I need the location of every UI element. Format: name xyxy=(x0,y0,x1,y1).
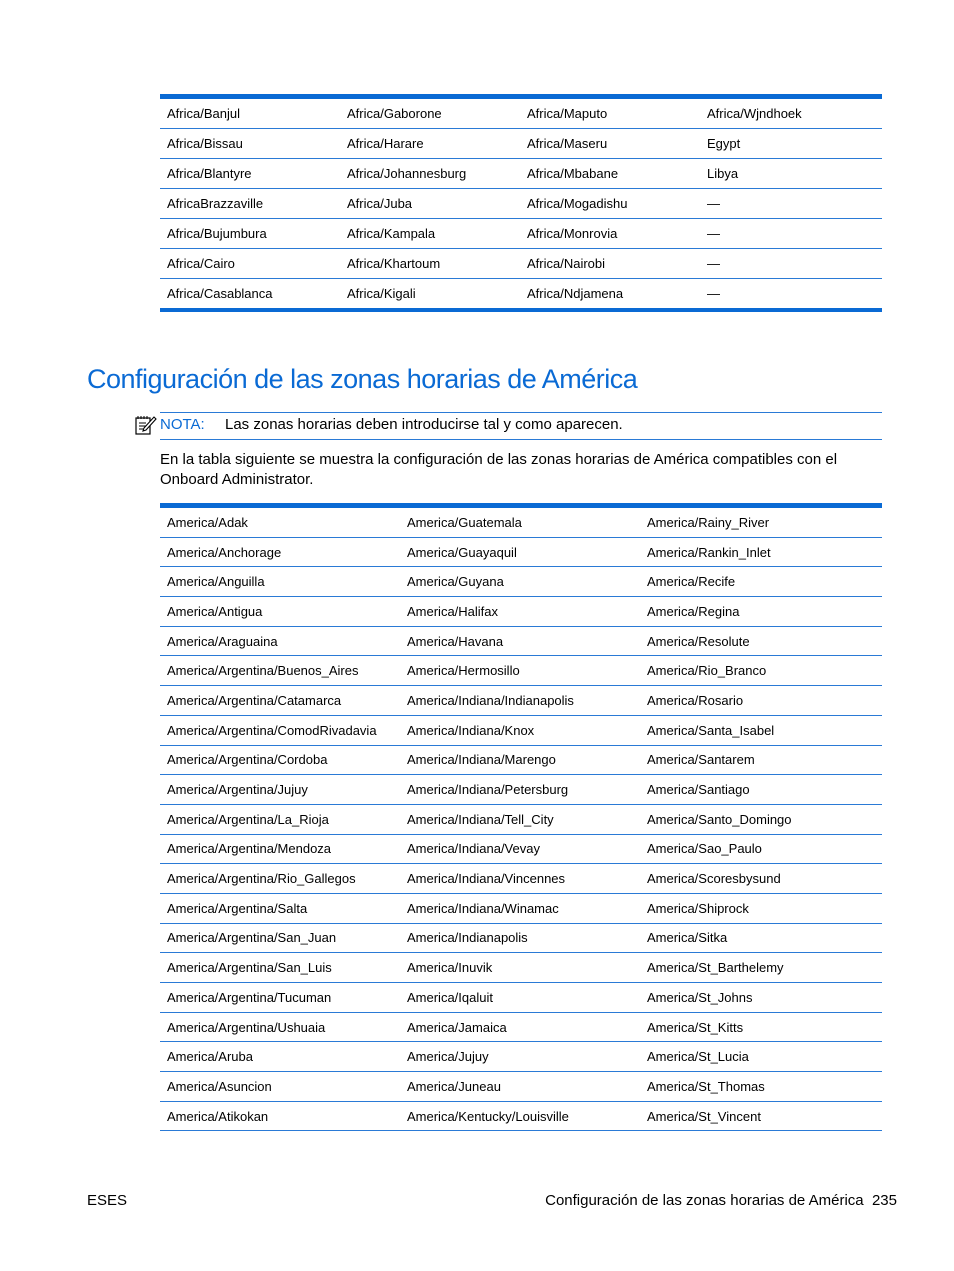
table-cell: America/Argentina/Jujuy xyxy=(160,775,400,805)
table-cell: America/Antigua xyxy=(160,597,400,627)
table-cell: Africa/Bissau xyxy=(160,129,340,159)
table-cell: Africa/Monrovia xyxy=(520,219,700,249)
table-cell: America/Argentina/Catamarca xyxy=(160,686,400,716)
table-cell: America/Halifax xyxy=(400,597,640,627)
table-cell: Africa/Wjndhoek xyxy=(700,97,882,129)
table-cell: America/Santa_Isabel xyxy=(640,715,882,745)
table-cell: — xyxy=(700,219,882,249)
table-row xyxy=(160,834,882,864)
table-cell: Africa/Cairo xyxy=(160,249,340,279)
table-row xyxy=(160,1042,882,1072)
table-cell: America/Argentina/Rio_Gallegos xyxy=(160,864,400,894)
table-cell: America/Indiana/Indianapolis xyxy=(400,686,640,716)
table-row xyxy=(160,686,882,716)
table-cell: America/Argentina/Ushuaia xyxy=(160,1012,400,1042)
table-cell: America/Aruba xyxy=(160,1042,400,1072)
table-cell: America/Argentina/Mendoza xyxy=(160,834,400,864)
table-cell: America/St_Barthelemy xyxy=(640,953,882,983)
table-row xyxy=(160,219,882,249)
table-cell: America/Indianapolis xyxy=(400,923,640,953)
table-cell: Africa/Johannesburg xyxy=(340,159,520,189)
table-cell: America/Scoresbysund xyxy=(640,864,882,894)
table-cell: — xyxy=(707,286,720,301)
note-label: NOTA: xyxy=(160,416,205,433)
table-cell: Africa/Harare xyxy=(340,129,520,159)
table-cell: — xyxy=(700,249,882,279)
footer-page-number: 235 xyxy=(871,1192,897,1209)
table-cell: America/St_Lucia xyxy=(640,1042,882,1072)
note-top-rule xyxy=(160,412,882,413)
table-row xyxy=(160,506,882,538)
table-row xyxy=(160,597,882,627)
table-row xyxy=(160,129,882,159)
table-cell: Africa/Kampala xyxy=(340,219,520,249)
table-cell: America/Argentina/Buenos_Aires xyxy=(160,656,400,686)
table-cell: America/Argentina/La_Rioja xyxy=(160,804,400,834)
table-cell: America/Jamaica xyxy=(400,1012,640,1042)
table-cell: America/Atikokan xyxy=(160,1101,400,1131)
table-cell: Egypt xyxy=(700,129,882,159)
table-cell: America/Santo_Domingo xyxy=(640,804,882,834)
table-cell: America/Sao_Paulo xyxy=(640,834,882,864)
table-cell: America/Resolute xyxy=(640,626,882,656)
table-row xyxy=(160,745,882,775)
table-cell: Africa/Mogadishu xyxy=(520,189,700,219)
table-cell: America/Recife xyxy=(640,567,882,597)
table-cell: Libya xyxy=(700,159,882,189)
america-table-body xyxy=(160,506,882,1131)
table-cell: Africa/Ndjamena xyxy=(527,286,624,301)
table-row xyxy=(160,279,882,311)
footer-section-title: Configuración de las zonas horarias de América xyxy=(545,1192,864,1209)
table-cell: AfricaBrazzaville xyxy=(160,189,340,219)
table-cell: — xyxy=(700,189,882,219)
table-cell: America/Guayaquil xyxy=(400,537,640,567)
table-row xyxy=(160,97,882,129)
table-row xyxy=(160,189,882,219)
table-cell: America/Regina xyxy=(640,597,882,627)
table-cell: America/Rainy_River xyxy=(640,506,882,538)
africa-timezone-table xyxy=(160,94,882,312)
table-cell: Africa/Kigali xyxy=(347,286,416,301)
table-cell: Africa/Maputo xyxy=(520,97,700,129)
footer-locale: ESES xyxy=(87,1192,128,1209)
table-cell: America/Argentina/Salta xyxy=(160,893,400,923)
table-cell: America/Juneau xyxy=(400,1072,640,1102)
table-cell: Africa/Banjul xyxy=(160,97,340,129)
table-row xyxy=(160,159,882,189)
table-cell: America/Jujuy xyxy=(400,1042,640,1072)
table-cell: America/Santarem xyxy=(640,745,882,775)
africa-table-body xyxy=(160,97,882,311)
table-cell: America/Hermosillo xyxy=(400,656,640,686)
table-cell: America/Argentina/Cordoba xyxy=(160,745,400,775)
table-cell: America/Kentucky/Louisville xyxy=(400,1101,640,1131)
table-row xyxy=(160,864,882,894)
table-cell: America/Indiana/Marengo xyxy=(400,745,640,775)
table-cell: America/Shiprock xyxy=(640,893,882,923)
table-cell: America/Indiana/Tell_City xyxy=(400,804,640,834)
table-cell: America/St_Vincent xyxy=(640,1101,882,1131)
table-row xyxy=(160,656,882,686)
table-cell: Africa/Casablanca xyxy=(167,286,273,301)
note-bottom-rule xyxy=(160,439,882,440)
table-cell: Africa/Mbabane xyxy=(520,159,700,189)
table-cell: America/Rankin_Inlet xyxy=(640,537,882,567)
table-row xyxy=(160,953,882,983)
table-cell: America/Anguilla xyxy=(160,567,400,597)
table-row xyxy=(160,537,882,567)
note-pencil-icon xyxy=(135,415,157,435)
table-cell: America/Guyana xyxy=(400,567,640,597)
table-cell: America/Santiago xyxy=(640,775,882,805)
table-cell: Africa/Gaborone xyxy=(340,97,520,129)
table-cell: Africa/Maseru xyxy=(520,129,700,159)
table-row xyxy=(160,626,882,656)
table-cell: America/Guatemala xyxy=(400,506,640,538)
table-cell: Africa/Bujumbura xyxy=(160,219,340,249)
table-cell: America/Asuncion xyxy=(160,1072,400,1102)
america-timezone-table xyxy=(160,503,882,1131)
table-cell: America/Adak xyxy=(160,506,400,538)
table-cell: America/Rosario xyxy=(640,686,882,716)
table-cell: America/St_Kitts xyxy=(640,1012,882,1042)
table-cell: America/Sitka xyxy=(640,923,882,953)
table-cell: America/St_Thomas xyxy=(640,1072,882,1102)
table-row xyxy=(160,715,882,745)
table-row xyxy=(160,1072,882,1102)
section-title: Configuración de las zonas horarias de América xyxy=(87,364,638,394)
table-cell: Africa/Blantyre xyxy=(160,159,340,189)
table-cell: America/Rio_Branco xyxy=(640,656,882,686)
table-cell: Africa/Juba xyxy=(340,189,520,219)
table-cell: America/Inuvik xyxy=(400,953,640,983)
table-cell: America/Argentina/San_Luis xyxy=(160,953,400,983)
table-row xyxy=(160,775,882,805)
table-row xyxy=(160,567,882,597)
table-row xyxy=(160,1012,882,1042)
table-cell: America/Argentina/San_Juan xyxy=(160,923,400,953)
footer-title-page xyxy=(545,1192,897,1209)
table-cell: America/Indiana/Vevay xyxy=(400,834,640,864)
table-cell: America/Indiana/Petersburg xyxy=(400,775,640,805)
table-cell: America/Havana xyxy=(400,626,640,656)
table-row xyxy=(160,1101,882,1131)
note-text: Las zonas horarias deben introducirse tal y como aparecen. xyxy=(225,416,623,433)
table-cell: America/Argentina/Tucuman xyxy=(160,983,400,1013)
table-cell: America/St_Johns xyxy=(640,983,882,1013)
table-row xyxy=(160,804,882,834)
table-cell: America/Indiana/Winamac xyxy=(400,893,640,923)
table-cell: America/Indiana/Vincennes xyxy=(400,864,640,894)
table-cell: Africa/Nairobi xyxy=(520,249,700,279)
table-row xyxy=(160,983,882,1013)
table-cell: America/Argentina/ComodRivadavia xyxy=(160,715,400,745)
table-cell: America/Indiana/Knox xyxy=(400,715,640,745)
table-row xyxy=(160,893,882,923)
table-row xyxy=(160,923,882,953)
table-cell: America/Anchorage xyxy=(160,537,400,567)
intro-paragraph: En la tabla siguiente se muestra la configuración de las zonas horarias de América compatibles con el Onboard Administrator. xyxy=(160,451,838,488)
table-row xyxy=(160,249,882,279)
table-cell: America/Iqaluit xyxy=(400,983,640,1013)
table-cell: Africa/Khartoum xyxy=(340,249,520,279)
table-cell: America/Araguaina xyxy=(160,626,400,656)
